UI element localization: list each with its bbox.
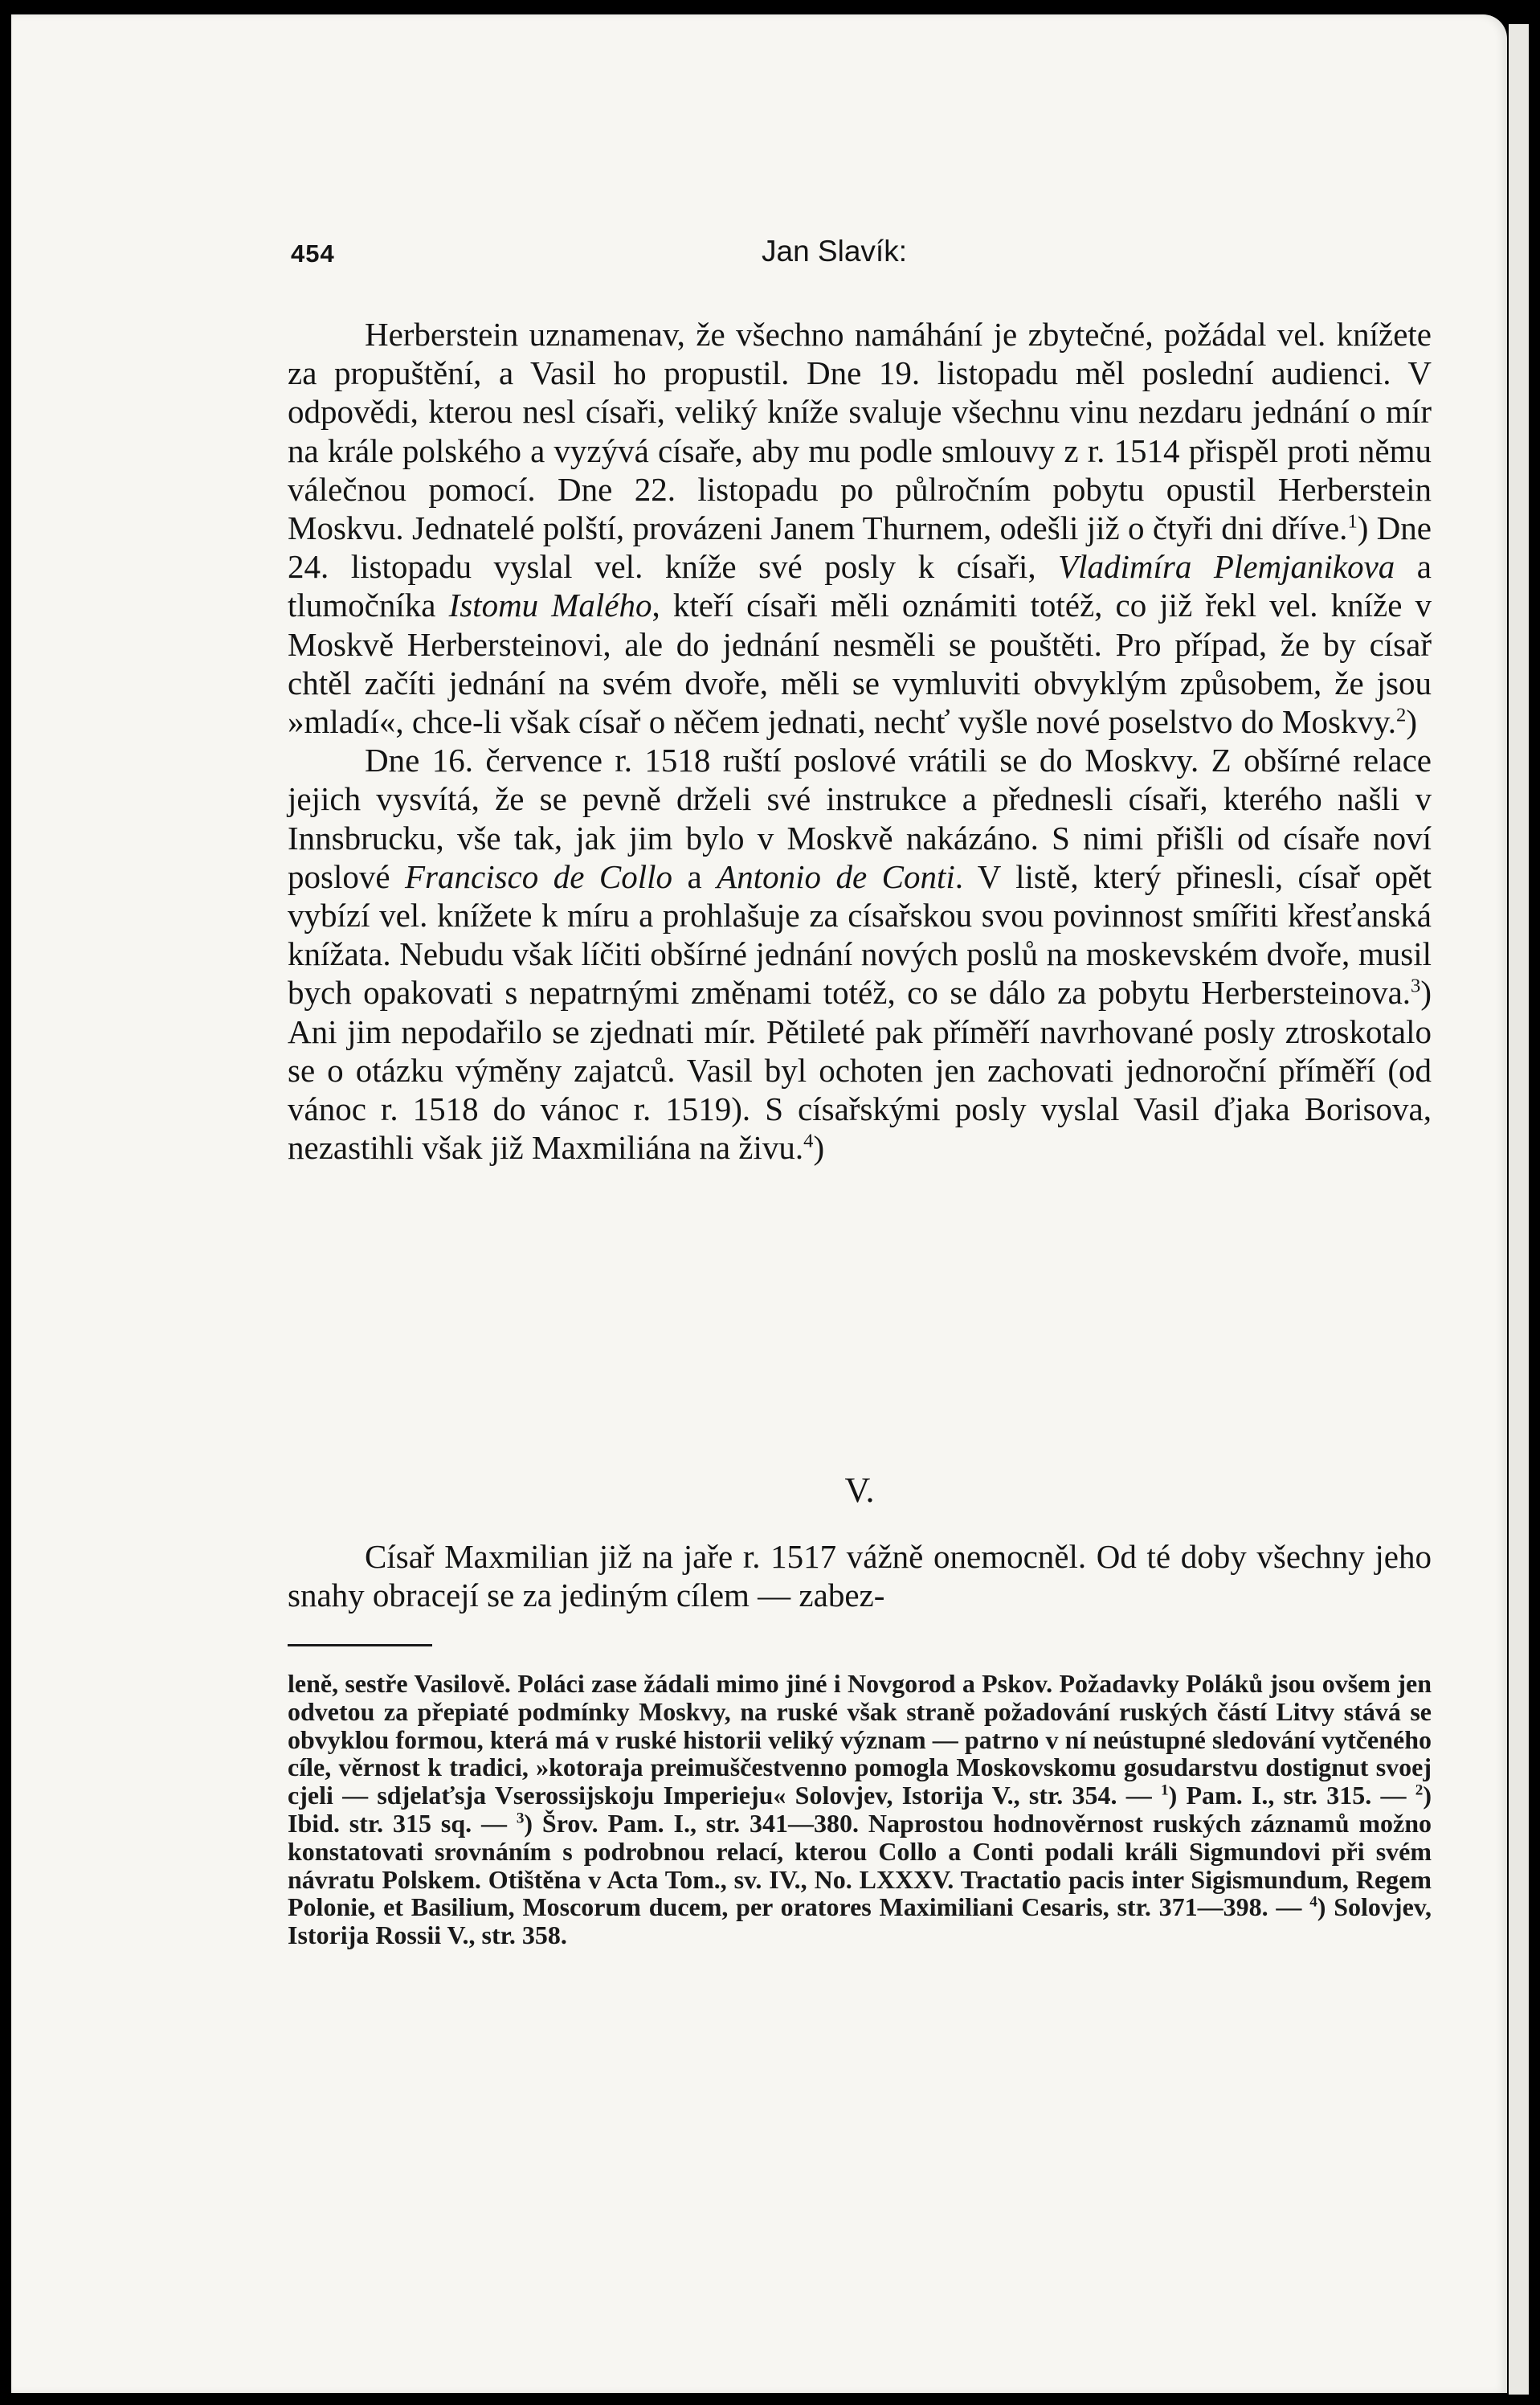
page-number: 454 [291,239,335,268]
footnote-text-a: leně, sestře Vasilově. Poláci zase žádali mimo jiné i Novgorod a Pskov. Požadavky Poláků jsou ovšem jen odvetou za přepiaté podmínky Moskvy, na ruské však straně požadování ruských částí Litvy stává se obvyklou formou, která má v ruské historii veliký význam — patrno v ní neústupné sledování vytčeného cíle, věrnost k tradici, »kotoraja preimuščestvenno pomogla Moskovskomu gosudarstvu dostignut svoej cjeli — sdjelaťsja Vserossijskoju Imperieju« Solovjev, Istorija V., str. 354. — [288,1669,1432,1810]
footnote-ref-4: 4 [803,1130,814,1152]
footnote-ref-1: 1 [1347,510,1358,533]
page-edge [1509,24,1529,2395]
footnote-divider [288,1644,432,1646]
footnote-marker-1: 1 [1161,1781,1169,1799]
footnote-text-c: ) Ibid. str. 315 sq. — [288,1781,1432,1838]
footnote-marker-3: 3 [516,1810,525,1827]
name-plemjanikov: Vladimíra Plemjanikova [1058,548,1395,586]
paragraph-2-text-d: ) Ani jim nepodařilo se zjednati mír. Pětileté pak příměří navrhované posly ztroskotalo se o otázku výměny zajatců. Vasil byl ochoten jen zachovati jednoroční příměří (od vánoc r. 1518 do vánoc r. 1519). S císařskými posly vyslal Vasil ďjaka Borisova, nezastihli však již Maxmiliána na živu. [288,974,1432,1167]
paragraph-2-text-e: ) [813,1129,825,1167]
paragraph-1-text-c: a tlumočníka [288,548,1432,624]
running-head [288,231,1432,280]
paragraph-1-text-b: ) Dne 24. listopadu vyslal vel. kníže své posly k císaři, [288,509,1432,586]
footnote-marker-4: 4 [1309,1893,1317,1911]
section-heading: V. [844,1470,875,1510]
section-v-text [288,1537,1432,1614]
footnote-marker-2: 2 [1415,1781,1424,1799]
paragraph-2 [288,741,1432,1167]
running-head-author: Jan Slavík: [762,235,907,268]
footnote-text-e: ) Solovjev, Istorija Rossii V., str. 358. [288,1892,1432,1950]
book-page [11,14,1507,2393]
footnote-ref-3: 3 [1411,975,1421,997]
footnote-block [288,1670,1432,1949]
footnotes [288,1670,1432,1949]
paragraph-1-text-e: ) [1406,703,1417,741]
paragraph-1-text-d: , kteří císaři měli oznámiti totéž, co již řekl vel. kníže v Moskvě Herbersteinovi, ale do jednání nesměli se pouštěti. Pro případ, že by císař chtěl začíti jednání na svém dvoře, měli se vymluviti obvyklým způsobem, že jsou »mladí«, chce-li však císař o něčem jednati, nechť vyšle nové poselstvo do Moskvy. [288,587,1432,741]
name-conti: Antonio de Conti [717,857,955,895]
name-istoma: Istomu Malého [448,587,652,624]
paragraph-2-text-c: . V listě, který přinesli, císař opět vybízí vel. knížete k míru a prohlašuje za císařskou svou povinnost smířiti křesťanská knížata. Nebudu však líčiti obšírné jednání nových poslů na moskevském dvoře, musil bych opakovati s nepatrnými změnami totéž, co se dálo za pobytu Herbersteinova. [288,857,1432,1012]
paragraph-3: Císař Maxmilian již na jaře r. 1517 vážně onemocněl. Od té doby všechny jeho snahy obracejí se za jediným cílem — zabez- [288,1538,1432,1614]
footnote-text-d: ) Šrov. Pam. I., str. 341—380. Naprostou hodnověrnost ruských záznamů možno konstatovati srovnáním s podrobnou relací, kterou Collo a Conti podali králi Sigmundovi při svém návratu Polskem. Otištěna v Acta Tom., sv. IV., No. LXXXV. Tractatio pacis inter Sigismundum, Regem Polonie, et Basilium, Moscorum ducem, per oratores Maximiliani Cesaris, str. 371—398. — [288,1808,1432,1922]
footnote-ref-2: 2 [1396,704,1407,726]
paragraph-1 [288,315,1432,741]
name-collo: Francisco de Collo [405,857,673,895]
paragraph-2-text-a: Dne 16. července r. 1518 ruští poslové vrátili se do Moskvy. Z obšírné relace jejich vysvítá, že se pevně drželi své instrukce a přednesli císaři, kterého našli v Innsbrucku, vše tak, jak jim bylo v Moskvě nakázáno. S nimi přišli od císaře noví poslové [288,742,1432,895]
footnote-text-b: ) Pam. I., str. 315. — [1168,1781,1415,1810]
main-text [288,315,1432,1167]
paragraph-1-text-a: Herberstein uznamenav, že všechno namáhání je zbytečné, požádal vel. knížete za propuštění, a Vasil ho propustil. Dne 19. listopadu měl poslední audienci. V odpovědi, kterou nesl císaři, veliký kníže svaluje všechnu vinu nezdaru jednání o mír na krále polského a vyzývá císaře, aby mu podle smlouvy z r. 1514 přispěl proti němu válečnou pomocí. Dne 22. listopadu po půlročním pobytu opustil Herberstein Moskvu. Jednatelé polští, provázeni Janem Thurnem, odešli již o čtyři dni dříve. [288,316,1432,547]
paragraph-2-text-b: a [672,857,717,895]
